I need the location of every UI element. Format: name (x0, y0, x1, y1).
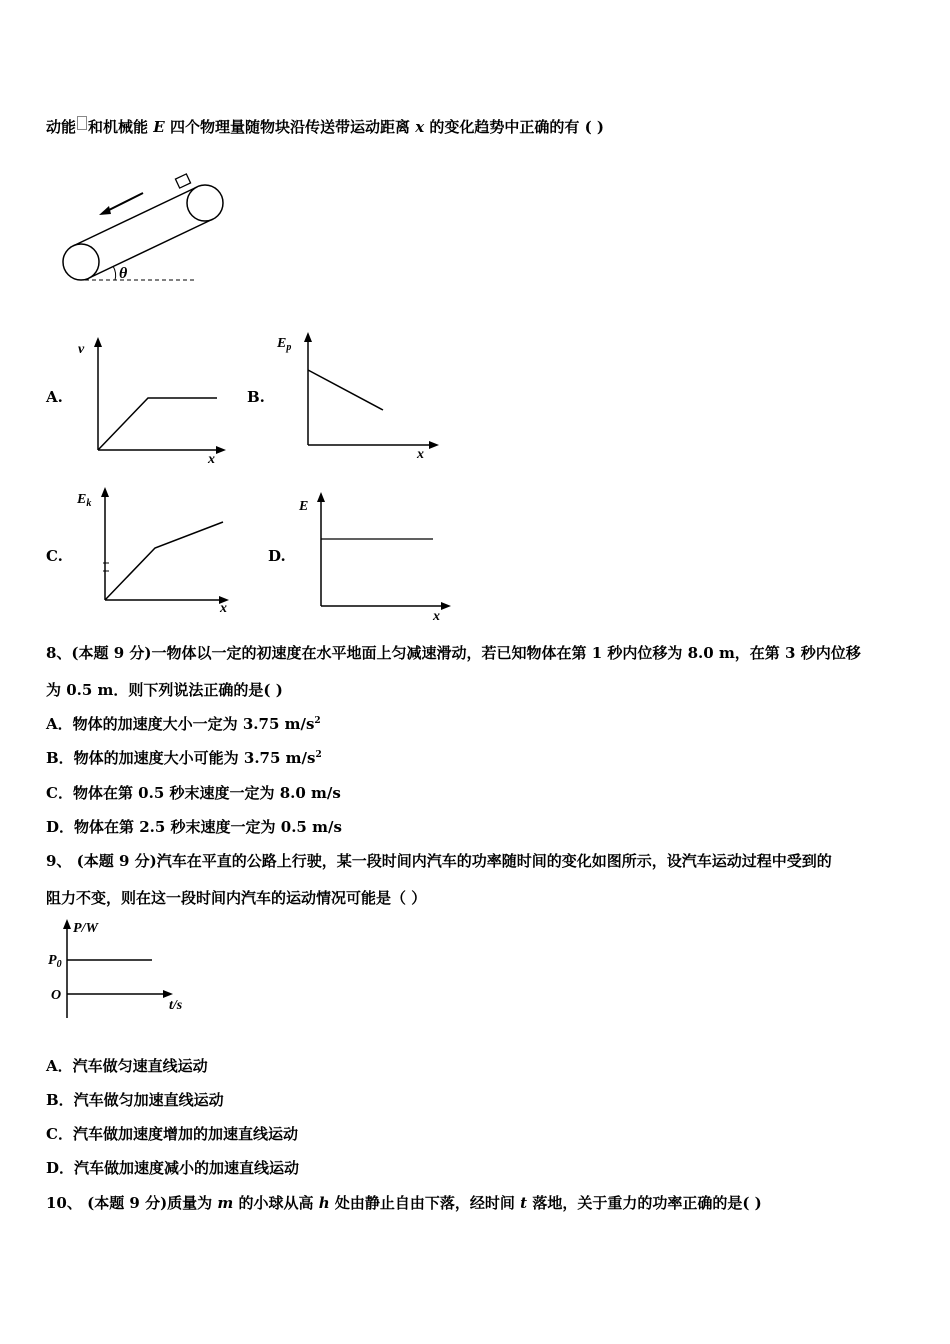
angle-label: θ (119, 265, 128, 282)
power-time-graph (45, 915, 205, 1025)
power-graph-y-label: P/W (73, 921, 98, 936)
q7-stem (46, 116, 604, 137)
graph-a (70, 335, 230, 465)
q7-stem-part: 和机械能 (88, 118, 149, 136)
q7-stem-part: 动能 (46, 118, 77, 136)
graph-b-x-label: x (417, 447, 424, 462)
graph-b-y-label: $E_p$ (277, 336, 292, 353)
q9-stem-line2: 阻力不变，则在这一段时间内汽车的运动情况可能是（ ） (46, 889, 427, 907)
graph-a-x-label: x (208, 452, 215, 467)
graph-c-x-label: x (220, 601, 227, 616)
q10-stem-var: m (217, 1194, 234, 1212)
q9-option-d: D．汽车做加速度减小的加速直线运动 (46, 1159, 300, 1177)
missing-glyph-icon (77, 116, 87, 130)
q7-stem-var: E (153, 118, 165, 136)
q8-stem-line2: 为 0.5 m．则下列说法正确的是( ) (46, 681, 283, 699)
graph-d (295, 490, 460, 624)
q10-stem-part: 10、 (本题 9 分)质量为 (46, 1194, 213, 1212)
conveyor-belt-figure (55, 170, 235, 290)
q9-option-c: C．汽车做加速度增加的加速直线运动 (46, 1125, 298, 1143)
q8-option-b: B．物体的加速度大小可能为 3.75 $m/s^2$ (46, 749, 322, 767)
q10-stem-var: h (318, 1194, 330, 1212)
q8-stem-line1: 8、(本题 9 分)一物体以一定的初速度在水平地面上匀减速滑动，若已知物体在第 1 秒内位移为 8.0 m，在第 3 秒内位移 (46, 644, 861, 662)
q9-option-a: A．汽车做匀速直线运动 (46, 1057, 208, 1075)
power-graph-origin-label: O (51, 988, 62, 1003)
q7-stem-part: 的变化趋势中正确的有 ( ) (429, 118, 605, 136)
graph-d-x-label: x (433, 609, 440, 624)
q10-stem-var: t (520, 1194, 528, 1212)
power-graph-p0-label: $P_0$ (48, 953, 62, 970)
q10-stem-part: 处由静止自由下落，经时间 (334, 1194, 515, 1212)
q8-option-a: A．物体的加速度大小一定为 3.75 $m/s^2$ (46, 715, 321, 733)
graph-b (275, 330, 445, 460)
q7-stem-part: 四个物理量随物块沿传送带运动距离 (169, 118, 410, 136)
q7-option-c-label: C. (46, 547, 63, 565)
graph-c-y-label: $E_k$ (77, 492, 92, 509)
q10-stem-part: 落地，关于重力的功率正确的是( ) (532, 1194, 762, 1212)
q8-option-c: C．物体在第 0.5 秒末速度一定为 8.0 m/s (46, 784, 341, 802)
q10-stem-part: 的小球从高 (238, 1194, 314, 1212)
power-graph-x-label: t/s (169, 998, 183, 1013)
q8-option-d: D．物体在第 2.5 秒末速度一定为 0.5 m/s (46, 818, 342, 836)
graph-a-y-label: v (78, 342, 85, 357)
graph-c (75, 485, 235, 615)
q7-option-a-label: A. (46, 388, 63, 406)
q7-option-d-label: D. (268, 547, 286, 565)
q7-option-b-label: B. (247, 388, 265, 406)
q7-stem-var: x (415, 118, 425, 136)
q10-stem (46, 1192, 762, 1213)
q9-stem-line1: 9、 (本题 9 分)汽车在平直的公路上行驶，某一段时间内汽车的功率随时间的变化如图所示，设汽车运动过程中受到的 (46, 852, 832, 870)
graph-d-y-label: E (299, 499, 309, 514)
q9-option-b: B．汽车做匀加速直线运动 (46, 1091, 224, 1109)
